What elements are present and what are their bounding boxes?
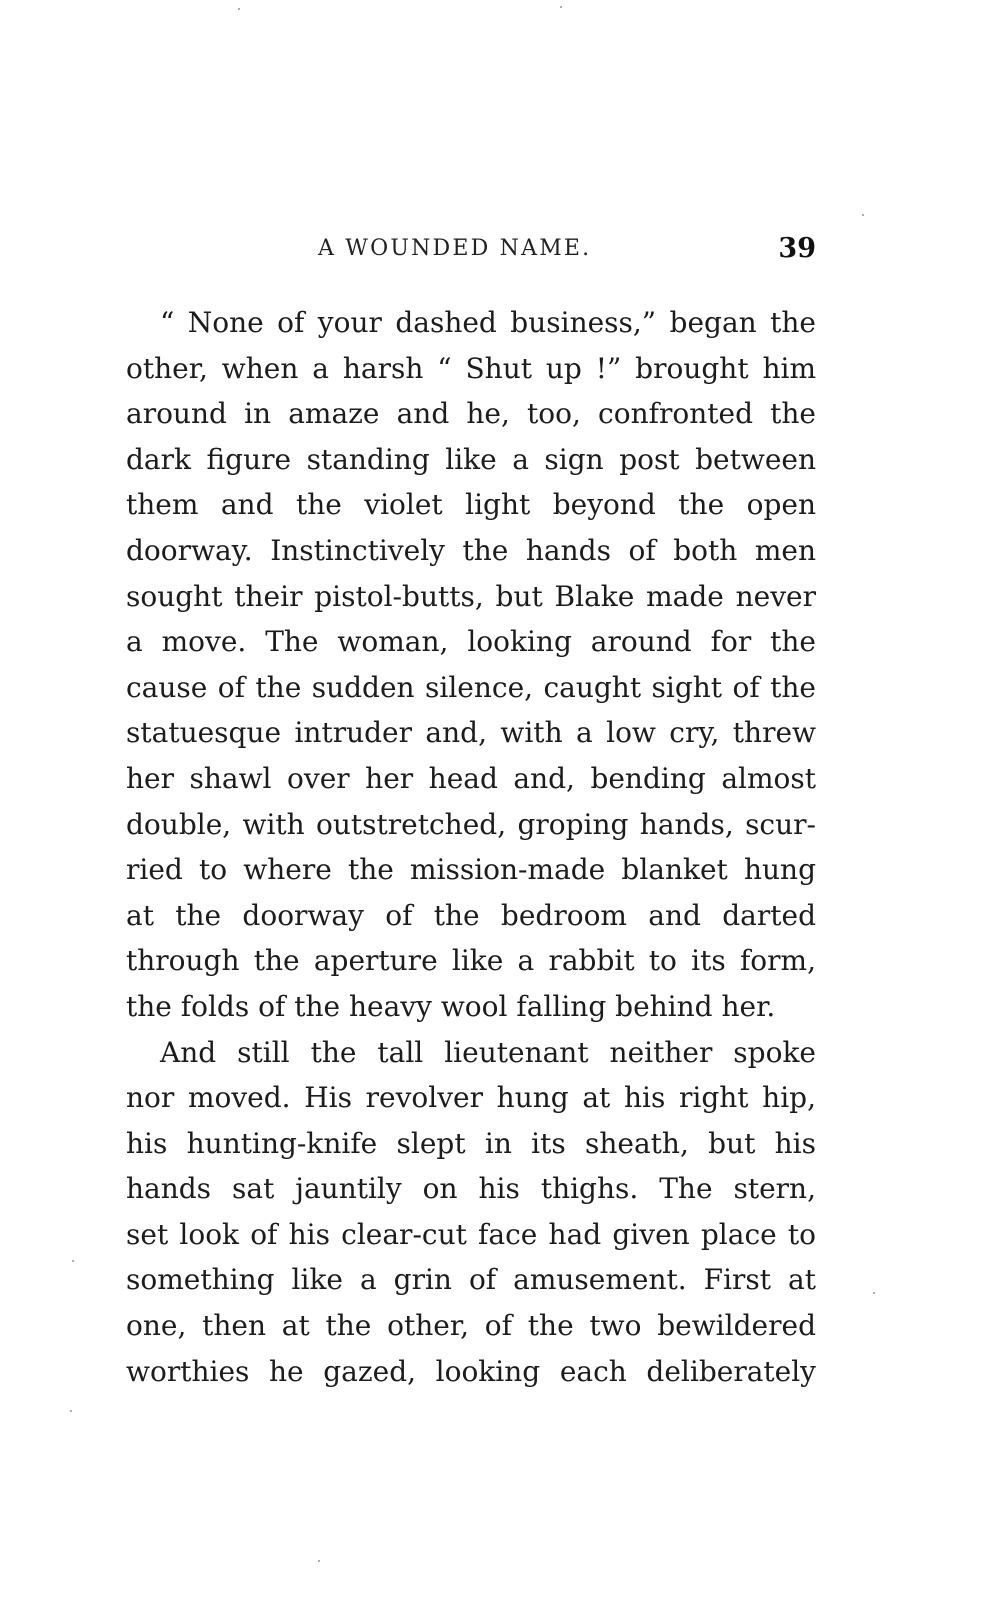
text-line: around in amaze and he, too, confronted the: [126, 397, 816, 431]
text-line: “ None of your dashed business,” began the: [160, 306, 816, 339]
text-line: ried to where the mission-made blanket hung: [126, 853, 816, 887]
speck: [70, 1410, 72, 1412]
running-head: [126, 233, 816, 266]
text-line: at the doorway of the bedroom and darted: [126, 898, 816, 932]
running-title: A WOUNDED NAME.: [318, 236, 592, 261]
text-line: cause of the sudden silence, caught sight of the: [126, 670, 816, 704]
text-line: one, then at the other, of the two bewildered: [126, 1309, 816, 1343]
body-text: [126, 300, 816, 1394]
text-line: his hunting-knife slept in its sheath, but his: [126, 1126, 816, 1160]
page-number: 39: [778, 233, 816, 264]
speck: [560, 6, 562, 8]
text-line: hands sat jauntily on his thighs. The stern,: [126, 1172, 816, 1206]
text-line: the folds of the heavy wool falling behind her.: [126, 989, 776, 1023]
text-line: worthies he gazed, looking each deliberately: [126, 1354, 816, 1388]
text-line: something like a grin of amusement. First at: [126, 1263, 816, 1297]
speck: [238, 8, 240, 10]
text-line: a move. The woman, looking around for the: [126, 625, 816, 659]
speck: [873, 1292, 875, 1294]
text-line: through the aperture like a rabbit to its form,: [126, 944, 816, 978]
speck: [862, 214, 864, 216]
text-line: her shawl over her head and, bending almost: [126, 761, 816, 795]
text-line: statuesque intruder and, with a low cry, threw: [126, 716, 816, 750]
text-line: set look of his clear-cut face had given place to: [126, 1217, 816, 1251]
text-line: them and the violet light beyond the open: [126, 488, 816, 522]
text-line: nor moved. His revolver hung at his right hip,: [126, 1081, 816, 1115]
text-line: double, with outstretched, groping hands, scur-: [126, 807, 816, 841]
speck: [318, 1560, 320, 1562]
text-line: And still the tall lieutenant neither spoke: [160, 1035, 816, 1069]
text-line: other, when a harsh “ Shut up !” brought him: [126, 351, 816, 385]
speck: [72, 1260, 74, 1262]
text-line: doorway. Instinctively the hands of both men: [126, 533, 816, 567]
text-line: sought their pistol-butts, but Blake made never: [126, 579, 816, 613]
text-line: dark figure standing like a sign post between: [126, 442, 816, 476]
